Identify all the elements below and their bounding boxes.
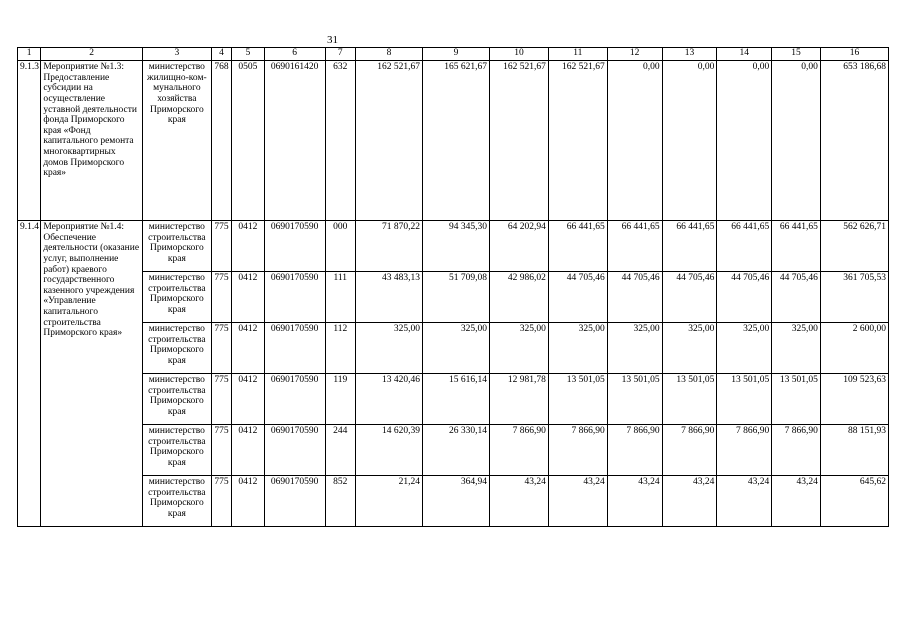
ministry-cell: министерство строительства Приморского края	[142, 476, 211, 527]
header-cell: 5	[232, 48, 264, 61]
vr-cell: 111	[325, 272, 355, 323]
value-cell: 43,24	[717, 476, 772, 527]
total-cell: 562 626,71	[820, 221, 888, 272]
csr-cell: 0690170590	[264, 221, 325, 272]
header-cell: 11	[548, 48, 607, 61]
value-cell: 165 621,67	[423, 61, 490, 221]
vr-cell: 244	[325, 425, 355, 476]
header-cell: 8	[356, 48, 423, 61]
grbs-cell: 775	[211, 221, 231, 272]
total-cell: 361 705,53	[820, 272, 888, 323]
value-cell: 42 986,02	[490, 272, 549, 323]
value-cell: 13 501,05	[772, 374, 821, 425]
value-cell: 13 501,05	[607, 374, 662, 425]
total-cell: 88 151,93	[820, 425, 888, 476]
value-cell: 325,00	[662, 323, 717, 374]
ministry-cell: министерство строительства Приморского края	[142, 272, 211, 323]
header-cell: 3	[142, 48, 211, 61]
value-cell: 43,24	[772, 476, 821, 527]
value-cell: 325,00	[356, 323, 423, 374]
rzpr-cell: 0412	[232, 374, 264, 425]
header-cell: 12	[607, 48, 662, 61]
rzpr-cell: 0412	[232, 425, 264, 476]
value-cell: 43 483,13	[356, 272, 423, 323]
total-cell: 645,62	[820, 476, 888, 527]
value-cell: 43,24	[548, 476, 607, 527]
vr-cell: 119	[325, 374, 355, 425]
table-row	[18, 374, 889, 425]
value-cell: 13 501,05	[548, 374, 607, 425]
value-cell: 364,94	[423, 476, 490, 527]
value-cell: 162 521,67	[490, 61, 549, 221]
table-row	[18, 425, 889, 476]
value-cell: 71 870,22	[356, 221, 423, 272]
value-cell: 325,00	[548, 323, 607, 374]
value-cell: 325,00	[490, 323, 549, 374]
csr-cell: 0690170590	[264, 476, 325, 527]
header-cell: 16	[820, 48, 888, 61]
value-cell: 43,24	[490, 476, 549, 527]
value-cell: 44 705,46	[662, 272, 717, 323]
header-cell: 4	[211, 48, 231, 61]
value-cell: 162 521,67	[356, 61, 423, 221]
value-cell: 0,00	[772, 61, 821, 221]
value-cell: 7 866,90	[548, 425, 607, 476]
value-cell: 13 501,05	[717, 374, 772, 425]
value-cell: 66 441,65	[548, 221, 607, 272]
value-cell: 13 420,46	[356, 374, 423, 425]
grbs-cell: 775	[211, 425, 231, 476]
header-cell: 2	[41, 48, 143, 61]
rzpr-cell: 0412	[232, 221, 264, 272]
value-cell: 15 616,14	[423, 374, 490, 425]
value-cell: 43,24	[607, 476, 662, 527]
rzpr-cell: 0412	[232, 323, 264, 374]
budget-table	[17, 47, 889, 527]
value-cell: 94 345,30	[423, 221, 490, 272]
grbs-cell: 775	[211, 323, 231, 374]
vr-cell: 632	[325, 61, 355, 221]
csr-cell: 0690170590	[264, 425, 325, 476]
grbs-cell: 775	[211, 272, 231, 323]
rzpr-cell: 0505	[232, 61, 264, 221]
total-cell: 653 186,68	[820, 61, 888, 221]
value-cell: 325,00	[607, 323, 662, 374]
rzpr-cell: 0412	[232, 476, 264, 527]
row-code: 9.1.3	[18, 61, 41, 221]
table-row	[18, 221, 889, 272]
total-cell: 109 523,63	[820, 374, 888, 425]
header-cell: 7	[325, 48, 355, 61]
value-cell: 0,00	[662, 61, 717, 221]
ministry-cell: министерство жилищно-ком-мунального хозяйства Приморского края	[142, 61, 211, 221]
table-row	[18, 272, 889, 323]
value-cell: 66 441,65	[662, 221, 717, 272]
value-cell: 66 441,65	[607, 221, 662, 272]
header-cell: 14	[717, 48, 772, 61]
csr-cell: 0690170590	[264, 272, 325, 323]
value-cell: 7 866,90	[490, 425, 549, 476]
ministry-cell: министерство строительства Приморского края	[142, 221, 211, 272]
value-cell: 44 705,46	[772, 272, 821, 323]
header-cell: 1	[18, 48, 41, 61]
header-row	[18, 48, 889, 61]
grbs-cell: 768	[211, 61, 231, 221]
value-cell: 7 866,90	[772, 425, 821, 476]
vr-cell: 852	[325, 476, 355, 527]
ministry-cell: министерство строительства Приморского края	[142, 425, 211, 476]
value-cell: 0,00	[717, 61, 772, 221]
vr-cell: 112	[325, 323, 355, 374]
value-cell: 13 501,05	[662, 374, 717, 425]
csr-cell: 0690170590	[264, 323, 325, 374]
value-cell: 325,00	[423, 323, 490, 374]
header-cell: 10	[490, 48, 549, 61]
grbs-cell: 775	[211, 476, 231, 527]
vr-cell: 000	[325, 221, 355, 272]
value-cell: 7 866,90	[607, 425, 662, 476]
value-cell: 66 441,65	[772, 221, 821, 272]
value-cell: 7 866,90	[717, 425, 772, 476]
value-cell: 66 441,65	[717, 221, 772, 272]
value-cell: 44 705,46	[717, 272, 772, 323]
csr-cell: 0690161420	[264, 61, 325, 221]
value-cell: 7 866,90	[662, 425, 717, 476]
value-cell: 21,24	[356, 476, 423, 527]
value-cell: 325,00	[717, 323, 772, 374]
value-cell: 12 981,78	[490, 374, 549, 425]
value-cell: 64 202,94	[490, 221, 549, 272]
value-cell: 0,00	[607, 61, 662, 221]
header-cell: 15	[772, 48, 821, 61]
csr-cell: 0690170590	[264, 374, 325, 425]
grbs-cell: 775	[211, 374, 231, 425]
page-number: 31	[327, 34, 338, 46]
value-cell: 325,00	[772, 323, 821, 374]
table-row	[18, 323, 889, 374]
value-cell: 162 521,67	[548, 61, 607, 221]
header-cell: 9	[423, 48, 490, 61]
table-row	[18, 61, 889, 221]
value-cell: 26 330,14	[423, 425, 490, 476]
header-cell: 6	[264, 48, 325, 61]
rzpr-cell: 0412	[232, 272, 264, 323]
table-row	[18, 476, 889, 527]
value-cell: 44 705,46	[548, 272, 607, 323]
value-cell: 43,24	[662, 476, 717, 527]
measure-name: Мероприятие №1.3: Предоставление субсидии на осуществление уставной деятельности фонда Приморского края «Фонд капитального ремонта многоквартирных домов Приморского края»	[41, 61, 143, 221]
header-cell: 13	[662, 48, 717, 61]
value-cell: 51 709,08	[423, 272, 490, 323]
value-cell: 44 705,46	[607, 272, 662, 323]
ministry-cell: министерство строительства Приморского края	[142, 374, 211, 425]
ministry-cell: министерство строительства Приморского края	[142, 323, 211, 374]
measure-name: Мероприятие №1.4: Обеспечение деятельности (оказание услуг, выполнение работ) краевого государственного казенного учреждения «Управление капитального строительства Приморского края»	[41, 221, 143, 527]
total-cell: 2 600,00	[820, 323, 888, 374]
value-cell: 14 620,39	[356, 425, 423, 476]
row-code: 9.1.4	[18, 221, 41, 527]
